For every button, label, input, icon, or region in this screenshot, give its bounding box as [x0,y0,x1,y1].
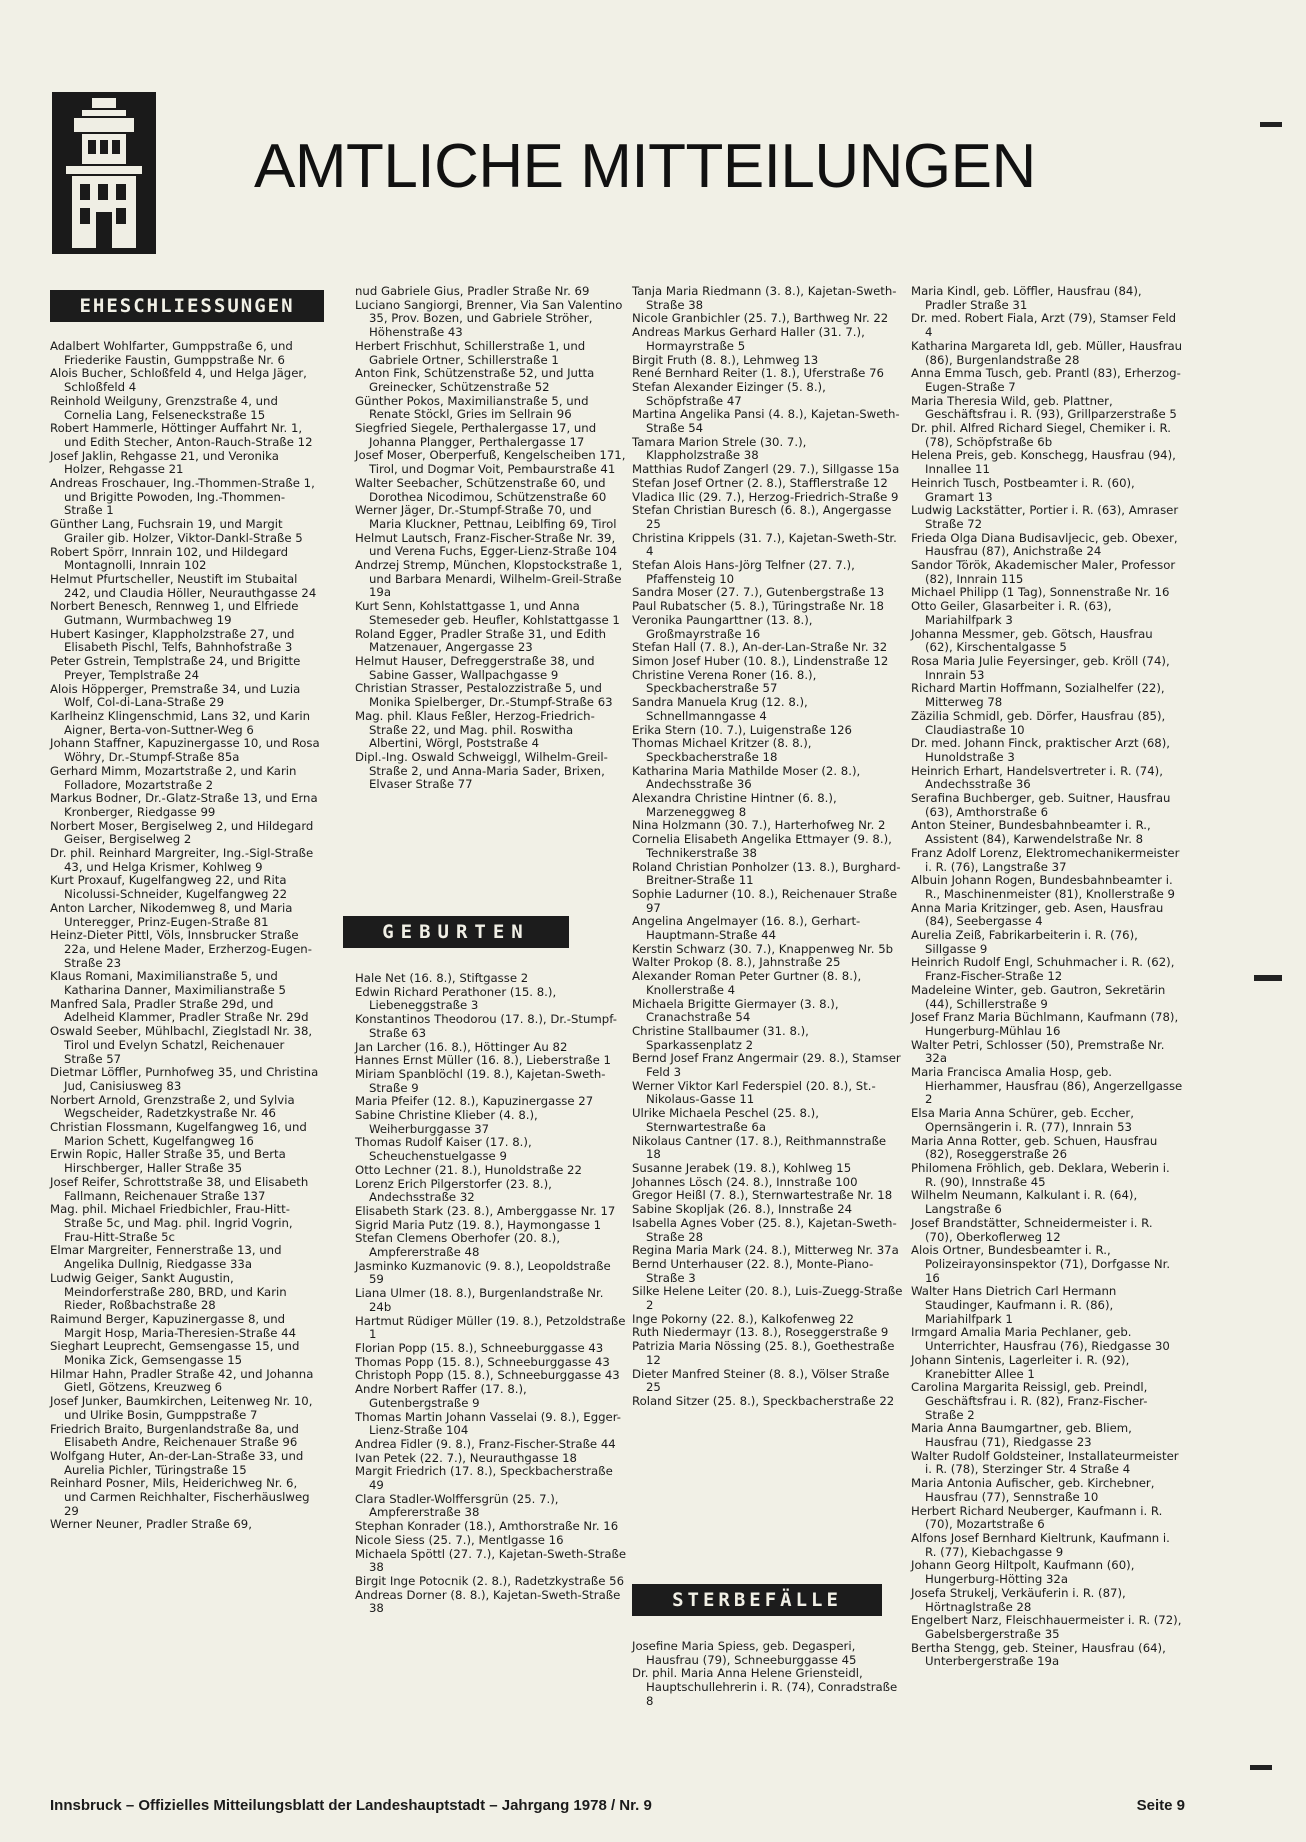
entry: Michaela Spöttl (27. 7.), Kajetan-Sweth-Straße 38 [355,1546,627,1575]
entry: Susanne Jerabek (19. 8.), Kohlweg 15 [632,1161,852,1175]
entry: Klaus Romani, Maximilianstraße 5, und Katharina Danner, Maximilianstraße 5 [50,969,286,998]
entry: Maria Antonia Aufischer, geb. Kirchebner, Hausfrau (77), Sennstraße 10 [911,1476,1155,1504]
entry: Peter Gstrein, Templstraße 24, und Brigitte Preyer, Templstraße 24 [50,654,301,682]
entry: Roland Christian Ponholzer (13. 8.), Burghard-Breitner-Straße 11 [632,859,901,888]
entry: Simon Josef Huber (10. 8.), Lindenstraße 12 [632,653,889,668]
entry: Sandra Moser (27. 7.), Gutenbergstraße 13 [632,585,885,600]
entry: Mag. phil. Klaus Feßler, Herzog-Friedrich-Straße 22, und Mag. phil. Roswitha Albertini, Wörgl, Poststraße 4 [355,708,595,751]
entry: Karlheinz Klingenschmid, Lans 32, und Karin Aigner, Berta-von-Suttner-Weg 6 [50,708,310,737]
entry: Christoph Popp (15. 8.), Schneeburggasse 43 [355,1368,620,1383]
entry: Werner Viktor Karl Federspiel (20. 8.), St.-Nikolaus-Gasse 11 [632,1078,876,1107]
entry: Erwin Ropic, Haller Straße 35, und Berta Hirschberger, Haller Straße 35 [50,1147,286,1176]
entry: Madeleine Winter, geb. Gautron, Sekretärin (44), Schillerstraße 9 [911,982,1166,1011]
entry: Johannes Lösch (24. 8.), Innstraße 100 [632,1174,858,1189]
scan-mark [1260,122,1282,127]
entry: Michael Philipp (1 Tag), Sonnenstraße Nr. 16 [911,585,1170,600]
entry: Stefan Hall (7. 8.), An-der-Lan-Straße Nr. 32 [632,640,888,655]
entry: Sandor Török, Akademischer Maler, Professor (82), Innrain 115 [911,558,1176,586]
entry: Edwin Richard Perathoner (15. 8.), Liebeneggstraße 3 [355,984,557,1013]
entry: Christine Stallbaumer (31. 8.), Sparkassenplatz 2 [632,1023,809,1052]
entry: Ulrike Michaela Peschel (25. 8.), Sternwartestraße 6a [632,1106,819,1134]
entry: Sigrid Maria Putz (19. 8.), Haymongasse 1 [355,1217,602,1232]
entry: Markus Bodner, Dr.-Glatz-Straße 13, und Erna Kronberger, Riedgasse 99 [50,791,318,819]
entry: Miriam Spanblöchl (19. 8.), Kajetan-Sweth-Straße 9 [355,1066,606,1095]
entry: Thomas Rudolf Kaiser (17. 8.), Scheuchenstuelgasse 9 [355,1135,532,1164]
entry: Hale Net (16. 8.), Stiftgasse 2 [355,971,529,985]
entry: Margit Friedrich (17. 8.), Speckbacherstraße 49 [355,1464,613,1493]
entry: Johann Georg Hiltpolt, Kaufmann (60), Hungerburg-Hötting 32a [911,1558,1135,1587]
entry: Maria Francisca Amalia Hosp, geb. Hierhammer, Hausfrau (86), Angerzellgasse 2 [911,1065,1183,1107]
entry: Adalbert Wohlfarter, Gumppstraße 6, und Friederike Faustin, Gumppstraße Nr. 6 [50,339,293,367]
entry: Hannes Ernst Müller (16. 8.), Lieberstraße 1 [355,1053,611,1068]
entry: Anton Larcher, Nikodemweg 8, und Maria Unteregger, Prinz-Eugen-Straße 81 [50,900,293,929]
entry: Josef Brandstätter, Schneidermeister i. R. (70), Oberkoflerweg 12 [911,1215,1153,1244]
entry: Regina Maria Mark (24. 8.), Mitterweg Nr. 37a [632,1243,899,1258]
entry: Reinhold Weilguny, Grenzstraße 4, und Cornelia Lang, Felseneckstraße 15 [50,393,278,422]
entry: Josefine Maria Spiess, geb. Degasperi, Hausfrau (79), Schneeburggasse 45 [632,1639,857,1667]
entry: Cornelia Elisabeth Angelika Ettmayer (9. 8.), Technikerstraße 38 [632,832,892,860]
entry: Ludwig Lackstätter, Portier i. R. (63), Amraser Straße 72 [911,503,1179,531]
entry: Thomas Martin Johann Vasselai (9. 8.), Egger-Lienz-Straße 104 [355,1409,621,1438]
entry: Bernd Josef Franz Angermair (29. 8.), Stamser Feld 3 [632,1051,901,1080]
entry: Oswald Seeber, Mühlbachl, Zieglstadl Nr. 38, Tirol und Evelyn Schatzl, Reichenauer Straße 57 [50,1024,313,1066]
entry: Maria Theresia Wild, geb. Plattner, Geschäftsfrau i. R. (93), Grillparzerstraße 5 [911,393,1177,422]
entry: Sieghart Leuprecht, Gemsengasse 15, und Monika Zick, Gemsengasse 15 [50,1339,300,1368]
entry: Dr. phil. Alfred Richard Siegel, Chemiker i. R. (78), Schöpfstraße 6b [911,421,1171,449]
entry: Clara Stadler-Wolffersgrün (25. 7.), Ampfererstraße 38 [355,1491,559,1520]
entry: Tamara Marion Strele (30. 7.), Klappholzstraße 38 [632,434,807,463]
entry: Heinrich Erhart, Handelsvertreter i. R. (74), Andechsstraße 36 [911,763,1163,792]
entry: Josef Reifer, Schrottstraße 38, und Elisabeth Fallmann, Reichenauer Straße 137 [50,1174,309,1203]
entry: Elisabeth Stark (23. 8.), Amberggasse Nr. 17 [355,1203,616,1218]
entry: Ruth Niedermayr (13. 8.), Roseggerstraße 9 [632,1325,889,1340]
entry: Zäzilia Schmidl, geb. Dörfer, Hausfrau (85), Claudiastraße 10 [911,708,1166,737]
entry: Werner Neuner, Pradler Straße 69, [50,1517,252,1532]
entry: Siegfried Siegele, Perthalergasse 17, und Johanna Plangger, Perthalergasse 17 [355,421,597,449]
entry: Walter Seebacher, Schützenstraße 60, und Dorothea Nicodimou, Schützenstraße 60 [355,475,607,504]
entry: Hubert Kasinger, Klappholzstraße 27, und Elisabeth Pischl, Telfs, Bahnhofstraße 3 [50,626,295,655]
entry: Hilmar Hahn, Pradler Straße 42, und Johanna Gietl, Götzens, Kreuzweg 6 [50,1366,314,1395]
entry: Günther Lang, Fuchsrain 19, und Margit Grailer gib. Holzer, Viktor-Dankl-Straße 5 [50,517,303,545]
entry: Hartmut Rüdiger Müller (19. 8.), Petzoldstraße 1 [355,1313,626,1342]
entry: Josefa Strukelj, Verkäuferin i. R. (87), Hörtnaglstraße 28 [911,1585,1126,1614]
entry: Otto Geiler, Glasarbeiter i. R. (63), Mariahilfpark 3 [911,599,1112,627]
entry: Thomas Michael Kritzer (8. 8.), Speckbacherstraße 18 [632,736,812,764]
entry: Rosa Maria Julie Feyersinger, geb. Kröll (74), Innrain 53 [911,653,1170,682]
entry: Otto Lechner (21. 8.), Hunoldstraße 22 [355,1162,582,1177]
entry: Elmar Margreiter, Fennerstraße 13, und Angelika Dullnig, Riedgasse 33a [50,1243,282,1272]
entry: Dipl.-Ing. Oswald Schweiggl, Wilhelm-Greil-Straße 2, und Anna-Maria Sader, Brixen, Elvaser Straße 77 [355,749,608,792]
entry: Ludwig Geiger, Sankt Augustin, Meindorferstraße 280, BRD, und Karin Rieder, Roßbachstraße 28 [50,1270,287,1313]
entry: Angelina Angelmayer (16. 8.), Gerhart-Hauptmann-Straße 44 [632,914,861,943]
entry: Roland Egger, Pradler Straße 31, und Edith Matzenauer, Angergasse 23 [355,626,607,655]
entry: Silke Helene Leiter (20. 8.), Luis-Zuegg-Straße 2 [632,1284,903,1313]
entry: Andre Norbert Raffer (17. 8.), Gutenbergstraße 9 [355,1382,527,1410]
entry: Helmut Lautsch, Franz-Fischer-Straße Nr. 39, und Verena Fuchs, Egger-Lienz-Straße 104 [355,530,618,559]
entry: Walter Rudolf Goldsteiner, Installateurmeister i. R. (78), Sterzinger Str. 4 Straße 4 [911,1448,1179,1477]
entry: Werner Jäger, Dr.-Stumpf-Straße 70, und Maria Kluckner, Pettnau, Leiblfing 69, Tirol [355,503,617,531]
entry: Birgit Fruth (8. 8.), Lehmweg 13 [632,352,819,367]
entry: Konstantinos Theodorou (17. 8.), Dr.-Stumpf-Straße 63 [355,1012,617,1040]
entry: Bertha Stengg, geb. Steiner, Hausfrau (64), Unterbergerstraße 19a [911,1640,1166,1669]
entry: Luciano Sangiorgi, Brenner, Via San Valentino 35, Prov. Bozen, und Gabriele Ströher, Höhenstraße 43 [355,297,623,340]
entry: Herbert Frischhut, Schillerstraße 1, und Gabriele Ortner, Schillerstraße 1 [355,338,586,367]
entry: Aurelia Zeiß, Fabrikarbeiterin i. R. (76), Sillgasse 9 [911,928,1138,956]
births-column-2 [355,972,627,1616]
entry: Irmgard Amalia Maria Pechlaner, geb. Unterrichter, Hausfrau (76), Riedgasse 30 [911,1325,1170,1354]
entry: Herbert Richard Neuberger, Kaufmann i. R. (70), Mozartstraße 6 [911,1503,1163,1532]
entry: Dietmar Löffler, Purnhofweg 35, und Christina Jud, Canisiusweg 83 [50,1065,319,1093]
entry: Andreas Froschauer, Ing.-Thommen-Straße 1, und Brigitte Powoden, Ing.-Thommen-Straße 1 [50,476,315,518]
entry: Walter Hans Dietrich Carl Hermann Staudinger, Kaufmann i. R. (86), Mariahilfpark 1 [911,1284,1117,1326]
entry: Nicole Granbichler (25. 7.), Barthweg Nr. 22 [632,311,889,326]
entry: Stefan Alois Hans-Jörg Telfner (27. 7.), Pfaffensteig 10 [632,558,855,586]
entry: Günther Pokos, Maximilianstraße 5, und Renate Stöckl, Gries im Sellrain 96 [355,393,589,422]
entry: Paul Rubatscher (5. 8.), Türingstraße Nr. 18 [632,599,884,614]
entry: Christian Flossmann, Kugelfangweg 16, und Marion Schett, Kugelfangweg 16 [50,1120,307,1148]
entry: Gregor Heißl (7. 8.), Sternwartestraße Nr. 18 [632,1188,893,1203]
entry: Josef Jaklin, Rehgasse 21, und Veronika Holzer, Rehgasse 21 [50,448,279,477]
entry: Isabella Agnes Vober (25. 8.), Kajetan-Sweth-Straße 28 [632,1215,897,1244]
entry: Robert Spörr, Innrain 102, und Hildegard Montagnolli, Innrain 102 [50,544,289,573]
section-header-marriages: EHESCHLIESSUNGEN [50,290,324,322]
entry: Matthias Rudof Zangerl (29. 7.), Sillgasse 15a [632,462,900,477]
entry: Andreas Markus Gerhard Haller (31. 7.), Hormayrstraße 5 [632,325,865,353]
entry: Heinrich Tusch, Postbeamter i. R. (60), Gramart 13 [911,475,1135,504]
entry: Anton Steiner, Bundesbahnbeamter i. R., Assistent (84), Karwendelstraße Nr. 8 [911,818,1151,847]
entry: Veronika Paungarttner (13. 8.), Großmayrstraße 16 [632,612,813,641]
entry: Norbert Arnold, Grenzstraße 2, und Sylvia Wegscheider, Radetzkystraße Nr. 46 [50,1092,295,1121]
entry: Josef Junker, Baumkirchen, Leitenweg Nr. 10, und Ulrike Bosin, Gumppstraße 7 [50,1394,313,1422]
entry: Maria Kindl, geb. Löffler, Hausfrau (84), Pradler Straße 31 [911,284,1142,312]
entry: Andreas Dorner (8. 8.), Kajetan-Sweth-Straße 38 [355,1587,621,1616]
entry: Richard Martin Hoffmann, Sozialhelfer (22), Mitterweg 78 [911,681,1165,710]
entry: Dr. med. Johann Finck, praktischer Arzt (68), Hunoldstraße 3 [911,736,1170,764]
entry: nud Gabriele Gius, Pradler Straße Nr. 69 [355,284,590,298]
entry: Anna Emma Tusch, geb. Prantl (83), Erherzog-Eugen-Straße 7 [911,366,1181,394]
entry: Dr. med. Robert Fiala, Arzt (79), Stamser Feld 4 [911,311,1177,340]
deaths-column-3 [632,1640,904,1709]
entry: Philomena Fröhlich, geb. Deklara, Weberin i. R. (90), Innstraße 45 [911,1161,1170,1189]
entry: Stefan Josef Ortner (2. 8.), Stafflerstraße 12 [632,475,888,490]
entry: Tanja Maria Riedmann (3. 8.), Kajetan-Sweth-Straße 38 [632,284,897,312]
entry: Helmut Pfurtscheller, Neustift im Stubaital 242, und Claudia Höller, Neurauthgasse 24 [50,571,317,600]
entry: Katharina Margareta Idl, geb. Müller, Hausfrau (86), Burgenlandstraße 28 [911,338,1183,367]
page-title: AMTLICHE MITTEILUNGEN [254,132,1036,201]
entry: Stefan Christian Buresch (6. 8.), Angergasse 25 [632,503,892,531]
city-tower-logo-icon [52,92,156,254]
marriages-column-2 [355,285,627,792]
section-header-deaths: STERBEFÄLLE [632,1584,882,1616]
entry: Wilhelm Neumann, Kalkulant i. R. (64), Langstraße 6 [911,1188,1138,1217]
entry: Martina Angelika Pansi (4. 8.), Kajetan-Sweth-Straße 54 [632,407,900,436]
entry: Inge Pokorny (22. 8.), Kalkofenweg 22 [632,1311,854,1326]
entry: Christina Krippels (31. 7.), Kajetan-Sweth-Str. 4 [632,530,897,559]
entry: Alfons Josef Bernhard Kieltrunk, Kaufmann i. R. (77), Kiebachgasse 9 [911,1530,1170,1559]
scan-mark [1250,1765,1272,1770]
entry: Kurt Senn, Kohlstattgasse 1, und Anna Stemeseder geb. Heufler, Kohlstattgasse 1 [355,599,620,627]
entry: Anna Maria Kritzinger, geb. Asen, Hausfrau (84), Seebergasse 4 [911,900,1164,929]
entry: Franz Adolf Lorenz, Elektromechanikermeister i. R. (76), Langstraße 37 [911,845,1180,874]
entry: Johann Staffner, Kapuzinergasse 10, und Rosa Wöhry, Dr.-Stumpf-Straße 85a [50,736,320,765]
entry: Alexandra Christine Hintner (6. 8.), Marzeneggweg 8 [632,791,837,819]
entry: Alois Bucher, Schloßfeld 4, und Helga Jäger, Schloßfeld 4 [50,366,307,395]
entry: Liana Ulmer (18. 8.), Burgenlandstraße Nr. 24b [355,1286,604,1314]
entry: Ivan Petek (22. 7.), Neurauthgasse 18 [355,1450,577,1465]
entry: Florian Popp (15. 8.), Schneeburggasse 43 [355,1340,604,1355]
entry: Johanna Messmer, geb. Götsch, Hausfrau (62), Kirschentalgasse 5 [911,626,1153,655]
scan-mark [1254,975,1282,981]
entry: Dr. phil. Maria Anna Helene Griensteidl, Hauptschullehrerin i. R. (74), Conradstraße 8 [632,1666,898,1708]
births-column-3 [632,285,904,1409]
entry: Kerstin Schwarz (30. 7.), Knappenweg Nr. 5b [632,941,894,956]
entry: Roland Sitzer (25. 8.), Speckbacherstraße 22 [632,1393,895,1408]
entry: Birgit Inge Potocnik (2. 8.), Radetzkystraße 56 [355,1573,625,1588]
entry: Kurt Proxauf, Kugelfangweg 22, und Rita Nicolussi-Schneider, Kugelfangweg 22 [50,873,288,902]
entry: Josef Franz Maria Büchlmann, Kaufmann (78), Hungerburg-Mühlau 16 [911,1010,1179,1038]
footer-publication-line: Innsbruck – Offizielles Mitteilungsblatt der Landeshauptstadt – Jahrgang 1978 / Nr. 9 [50,1797,652,1814]
entry: Michaela Brigitte Giermayer (3. 8.), Cranachstraße 54 [632,996,839,1025]
deaths-column-4 [911,285,1183,1669]
entry: Jasminko Kuzmanovic (9. 8.), Leopoldstraße 59 [355,1258,611,1287]
page-footer [50,1797,1185,1814]
entry: Sandra Manuela Krug (12. 8.), Schnellmanngasse 4 [632,695,808,723]
entry: Bernd Unterhauser (22. 8.), Monte-Piano-Straße 3 [632,1256,874,1285]
entry: Heinz-Dieter Pittl, Völs, Innsbrucker Straße 22a, und Helene Mader, Erzherzog-Eugen-Straße 23 [50,928,312,970]
entry: Johann Sintenis, Lagerleiter i. R. (92), Kranebitter Allee 1 [911,1352,1130,1381]
entry: Walter Prokop (8. 8.), Jahnstraße 25 [632,955,841,970]
entry: Patrizia Maria Nössing (25. 8.), Goethestraße 12 [632,1339,895,1367]
entry: Walter Petri, Schlosser (50), Premstraße Nr. 32a [911,1037,1165,1066]
entry: Maria Anna Rotter, geb. Schuen, Hausfrau (82), Roseggerstraße 26 [911,1133,1158,1162]
entry: Sophie Ladurner (10. 8.), Reichenauer Straße 97 [632,886,898,915]
entry: Dr. phil. Reinhard Margreiter, Ing.-Sigl-Straße 43, und Helga Krismer, Kohlweg 9 [50,846,314,874]
entry: Katharina Maria Mathilde Moser (2. 8.), Andechsstraße 36 [632,763,861,792]
entry: Maria Pfeifer (12. 8.), Kapuzinergasse 27 [355,1094,594,1109]
entry: Dieter Manfred Steiner (8. 8.), Völser Straße 25 [632,1366,890,1395]
entry: Andrea Fidler (9. 8.), Franz-Fischer-Straße 44 [355,1436,616,1451]
entry: René Bernhard Reiter (1. 8.), Uferstraße 76 [632,366,884,381]
entry: Reinhard Posner, Mils, Heiderichweg Nr. 6, und Carmen Reichhalter, Fischerhäuslweg 29 [50,1476,310,1518]
entry: Alois Ortner, Bundesbeamter i. R., Polizeirayonsinspektor (71), Dorfgasse Nr. 16 [911,1243,1171,1285]
entry: Gerhard Mimm, Mozartstraße 2, und Karin Folladore, Mozartstraße 2 [50,763,297,792]
entry: Norbert Moser, Bergiselweg 2, und Hildegard Geiser, Bergiselweg 2 [50,818,314,847]
entry: Stefan Clemens Oberhofer (20. 8.), Ampfererstraße 48 [355,1231,561,1260]
entry: Nicole Siess (25. 7.), Mentlgasse 16 [355,1532,564,1547]
entry: Elsa Maria Anna Schürer, geb. Eccher, Opernsängerin i. R. (77), Innrain 53 [911,1106,1134,1134]
entry: Serafina Buchberger, geb. Suitner, Hausfrau (63), Amthorstraße 6 [911,791,1171,819]
entry: Nina Holzmann (30. 7.), Harterhofweg Nr. 2 [632,818,886,833]
entry: Mag. phil. Michael Friedbichler, Frau-Hitt-Straße 5c, und Mag. phil. Ingrid Vogrin, Frau-Hitt-Straße 5c [50,1202,293,1244]
entry: Josef Moser, Oberperfuß, Kengelscheiben 171, Tirol, und Dogmar Voit, Pembaurstraße 41 [355,448,626,477]
entry: Stefan Alexander Eizinger (5. 8.), Schöpfstraße 47 [632,379,826,408]
entry: Christine Verena Roner (16. 8.), Speckbacherstraße 57 [632,667,817,696]
page-number: Seite 9 [1136,1797,1185,1814]
entry: Manfred Sala, Pradler Straße 29d, und Adelheid Klammer, Pradler Straße Nr. 29d [50,996,309,1025]
entry: Alexander Roman Peter Gurtner (8. 8.), Knollerstraße 4 [632,969,862,997]
entry: Friedrich Braito, Burgenlandstraße 8a, und Elisabeth Andre, Reichenauer Straße 96 [50,1421,299,1450]
entry: Engelbert Narz, Fleischhauermeister i. R. (72), Gabelsbergerstraße 35 [911,1613,1182,1641]
section-header-births: GEBURTEN [343,916,569,948]
entry: Sabine Christine Klieber (4. 8.), Weiherburggasse 37 [355,1108,538,1136]
entry: Maria Anna Baumgartner, geb. Bliem, Hausfrau (71), Riedgasse 23 [911,1421,1132,1450]
entry: Helena Preis, geb. Konschegg, Hausfrau (94), Innallee 11 [911,448,1176,477]
entry: Anton Fink, Schützenstraße 52, und Jutta Greinecker, Schützenstraße 52 [355,366,595,394]
entry: Jan Larcher (16. 8.), Höttinger Au 82 [355,1039,568,1054]
entry: Erika Stern (10. 7.), Luigenstraße 126 [632,722,852,737]
entry: Sabine Skopljak (26. 8.), Innstraße 24 [632,1202,853,1217]
entry: Albuin Johann Rogen, Bundesbahnbeamter i. R., Maschinenmeister (81), Knollerstraße 9 [911,873,1175,901]
entry: Norbert Benesch, Rennweg 1, und Elfriede Gutmann, Wurmbachweg 19 [50,599,299,628]
entry: Christian Strasser, Pestalozzistraße 5, und Monika Spielberger, Dr.-Stumpf-Straße 63 [355,681,613,710]
entry: Stephan Konrader (18.), Amthorstraße Nr. 16 [355,1519,619,1534]
entry: Wolfgang Huter, An-der-Lan-Straße 33, und Aurelia Pichler, Türingstraße 15 [50,1448,304,1477]
entry: Alois Höpperger, Premstraße 34, und Luzia Wolf, Col-di-Lana-Straße 29 [50,681,301,710]
entry: Andrzej Stremp, München, Klopstockstraße 1, und Barbara Menardi, Wilhelm-Greil-Straße 19a [355,558,623,600]
marriages-column-1 [50,340,322,1532]
entry: Frieda Olga Diana Budisavljecic, geb. Obexer, Hausfrau (87), Anichstraße 24 [911,530,1178,559]
entry: Carolina Margarita Reissigl, geb. Preindl, Geschäftsfrau i. R. (82), Franz-Fischer-Straße 2 [911,1380,1148,1422]
entry: Nikolaus Cantner (17. 8.), Reithmannstraße 18 [632,1133,887,1162]
entry: Robert Hammerle, Höttinger Auffahrt Nr. 1, und Edith Stecher, Anton-Rauch-Straße 12 [50,421,313,449]
entry: Heinrich Rudolf Engl, Schuhmacher i. R. (62), Franz-Fischer-Straße 12 [911,955,1175,984]
entry: Lorenz Erich Pilgerstorfer (23. 8.), Andechsstraße 32 [355,1176,552,1205]
entry: Helmut Hauser, Defreggerstraße 38, und Sabine Gasser, Wallpachgasse 9 [355,653,595,682]
entry: Thomas Popp (15. 8.), Schneeburggasse 43 [355,1354,610,1369]
entry: Vladica Ilic (29. 7.), Herzog-Friedrich-Straße 9 [632,489,899,504]
entry: Raimund Berger, Kapuzinergasse 8, und Margit Hosp, Maria-Theresien-Straße 44 [50,1311,297,1340]
